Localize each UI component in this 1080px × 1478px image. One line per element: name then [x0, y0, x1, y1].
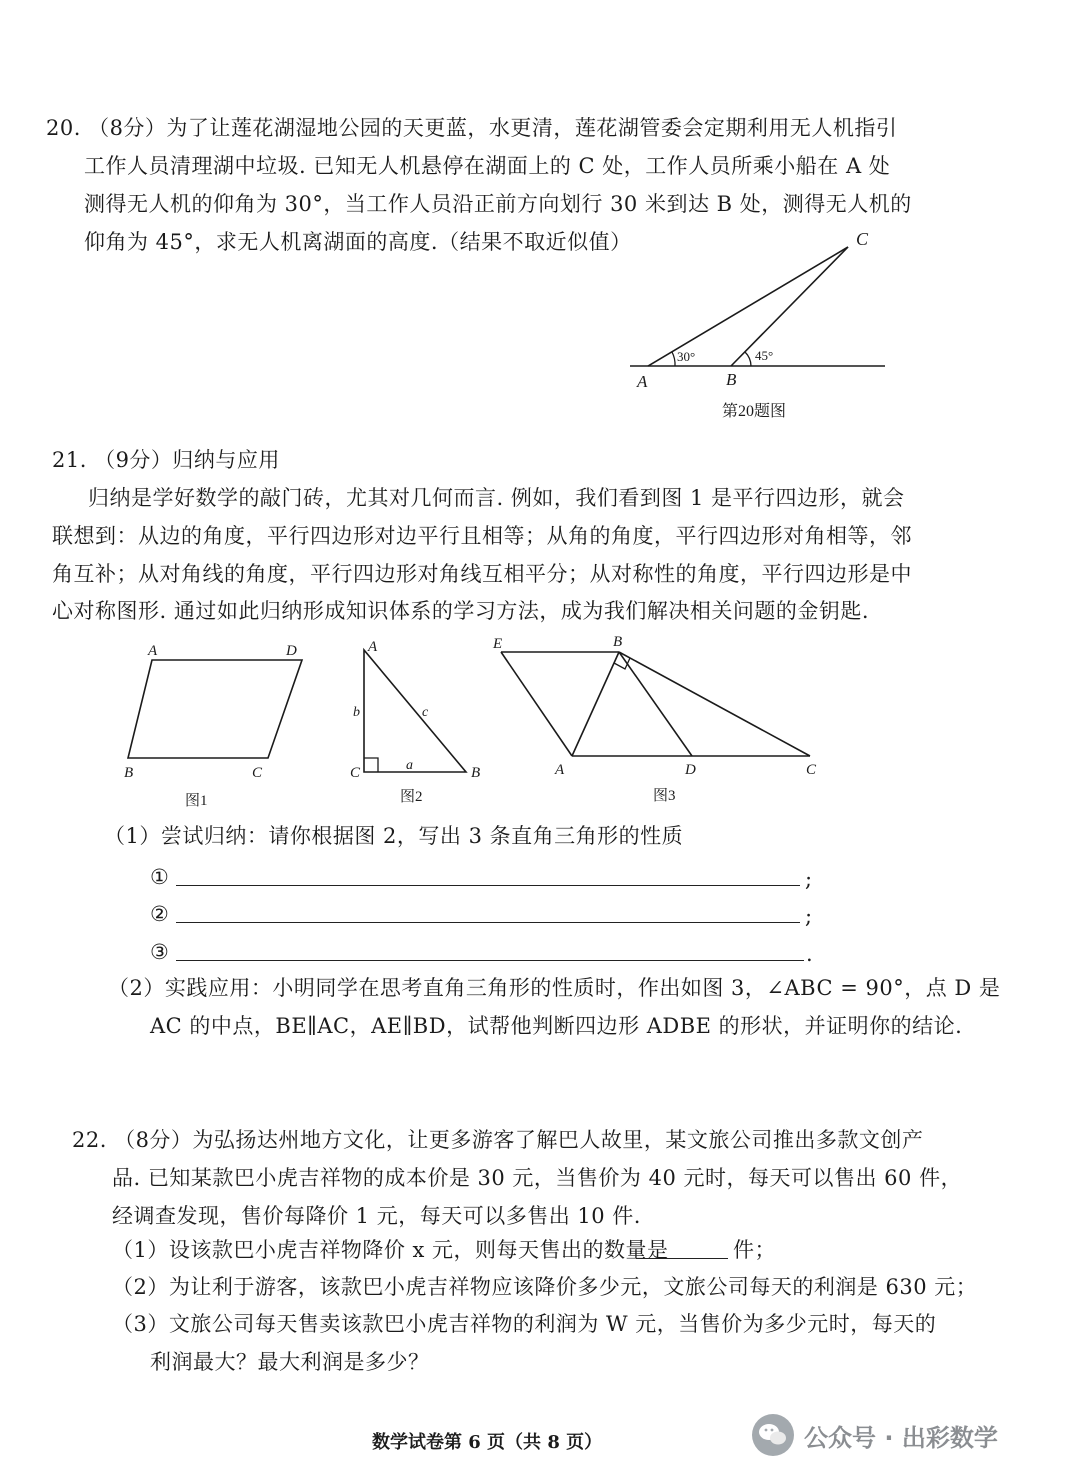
fig2-side-b: b: [353, 705, 360, 720]
fig1-label-d: D: [286, 643, 297, 659]
q21-para-1: 归纳是学好数学的敲门砖，尤其对几何而言. 例如，我们看到图 1 是平行四边形，就会: [88, 486, 905, 510]
segment-bd: [619, 652, 692, 756]
segment-ea: [501, 652, 572, 756]
q22-part1-a: （1）设该款巴小虎吉祥物降价 x 元，则每天售出的数量是: [112, 1238, 669, 1262]
label-b: B: [726, 370, 737, 389]
q22-part1-b: 件；: [733, 1238, 776, 1262]
blank1-mark: ①: [150, 865, 170, 889]
q21-title: 21. （9分）归纳与应用: [52, 448, 280, 472]
fig3-label-a: A: [555, 762, 565, 778]
q20-fig-caption: 第20题图: [722, 403, 787, 420]
figure-1-parallelogram: [110, 635, 330, 815]
blank3-end: .: [806, 942, 814, 966]
parallelogram-shape: [128, 660, 302, 758]
blank2-end: ;: [805, 904, 813, 928]
answer-blank-1[interactable]: [176, 885, 800, 886]
answer-blank-3[interactable]: [176, 960, 804, 961]
label-a: A: [637, 372, 648, 391]
q20-line4: 仰角为 45°，求无人机离湖面的高度.（结果不取近似值）: [84, 230, 632, 254]
right-triangle-shape: [364, 650, 466, 772]
q22-line3: 经调查发现，售价每降价 1 元，每天可以多售出 10 件.: [112, 1204, 641, 1228]
segment-bc: [619, 652, 810, 756]
fig1-caption: 图1: [185, 793, 208, 809]
q22-part3-line1: （3）文旅公司每天售卖该款巴小虎吉祥物的利润为 W 元，当售价为多少元时，每天的: [112, 1312, 937, 1336]
figure-3-quadrilateral: [485, 628, 835, 808]
angle-label-30: 30°: [677, 349, 696, 364]
answer-blank-quantity[interactable]: [636, 1258, 728, 1259]
fig3-caption: 图3: [653, 788, 676, 804]
fig1-label-a: A: [148, 643, 158, 659]
q21-part1: （1）尝试归纳：请你根据图 2，写出 3 条直角三角形的性质: [104, 824, 684, 848]
q20-line1: 20. （8分）为了让莲花湖湿地公园的天更蓝，水更清，莲花湖管委会定期利用无人机指引: [46, 116, 898, 140]
q20-line3: 测得无人机的仰角为 30°，当工作人员沿正前方向划行 30 米到达 B 处，测得无人机的: [84, 192, 912, 216]
q22-line1: 22. （8分）为弘扬达州地方文化，让更多游客了解巴人故里，某文旅公司推出多款文创产: [72, 1128, 924, 1152]
fig2-label-a: A: [368, 639, 378, 655]
fig3-label-d: D: [685, 762, 696, 778]
q22-line2: 品. 已知某款巴小虎吉祥物的成本价是 30 元，当售价为 40 元时，每天可以售出 60 件，: [112, 1166, 963, 1190]
fig2-side-c: c: [422, 705, 429, 720]
watermark-text: 公众号 · 出彩数学: [804, 1423, 998, 1452]
page-footer: 数学试卷第 6 页（共 8 页）: [372, 1432, 603, 1453]
q22-part3-line2: 利润最大？最大利润是多少？: [150, 1350, 430, 1374]
fig3-label-b: B: [613, 634, 623, 650]
label-c: C: [856, 229, 869, 249]
fig2-caption: 图2: [400, 789, 423, 805]
fig1-label-c: C: [252, 765, 263, 781]
fig1-label-b: B: [124, 765, 134, 781]
q21-part2-line2: AC 的中点，BE∥AC，AE∥BD，试帮他判断四边形 ADBE 的形状，并证明你的结论.: [150, 1014, 963, 1038]
q22-part2: （2）为让利于游客，该款巴小虎吉祥物应该降价多少元，文旅公司每天的利润是 630 元；: [112, 1275, 978, 1299]
q20-line2: 工作人员清理湖中垃圾. 已知无人机悬停在湖面上的 C 处，工作人员所乘小船在 A 处: [84, 154, 891, 178]
blank1-end: ;: [805, 867, 813, 891]
watermark: [752, 1414, 998, 1456]
q21-para-3: 角互补；从对角线的角度，平行四边形对角线互相平分；从对称性的角度，平行四边形是中: [52, 562, 912, 586]
right-angle-mark: [364, 758, 378, 772]
q21-para-4: 心对称图形. 通过如此归纳形成知识体系的学习方法，成为我们解决相关问题的金钥匙.: [52, 599, 870, 623]
angle-label-45: 45°: [755, 348, 774, 363]
answer-blank-2[interactable]: [176, 922, 800, 923]
fig3-label-c: C: [806, 762, 817, 778]
fig3-label-e: E: [493, 636, 503, 652]
blank2-mark: ②: [150, 902, 170, 926]
figure-2-right-triangle: [340, 635, 503, 815]
fig2-side-a: a: [406, 758, 413, 773]
angle-arc-b: [745, 352, 751, 366]
q20-figure: [620, 225, 900, 425]
segment-ab: [572, 652, 619, 756]
q21-para-2: 联想到：从边的角度，平行四边形对边平行且相等；从角的角度，平行四边形对角相等，邻: [52, 524, 912, 548]
blank3-mark: ③: [150, 940, 170, 964]
fig2-label-b: B: [471, 765, 481, 781]
angle-arc-a: [672, 352, 675, 366]
fig2-label-c: C: [350, 765, 361, 781]
wechat-logo-icon: [752, 1414, 794, 1456]
q21-part2-line1: （2）实践应用：小明同学在思考直角三角形的性质时，作出如图 3，∠ABC = 90°，点 D 是: [108, 976, 1001, 1000]
